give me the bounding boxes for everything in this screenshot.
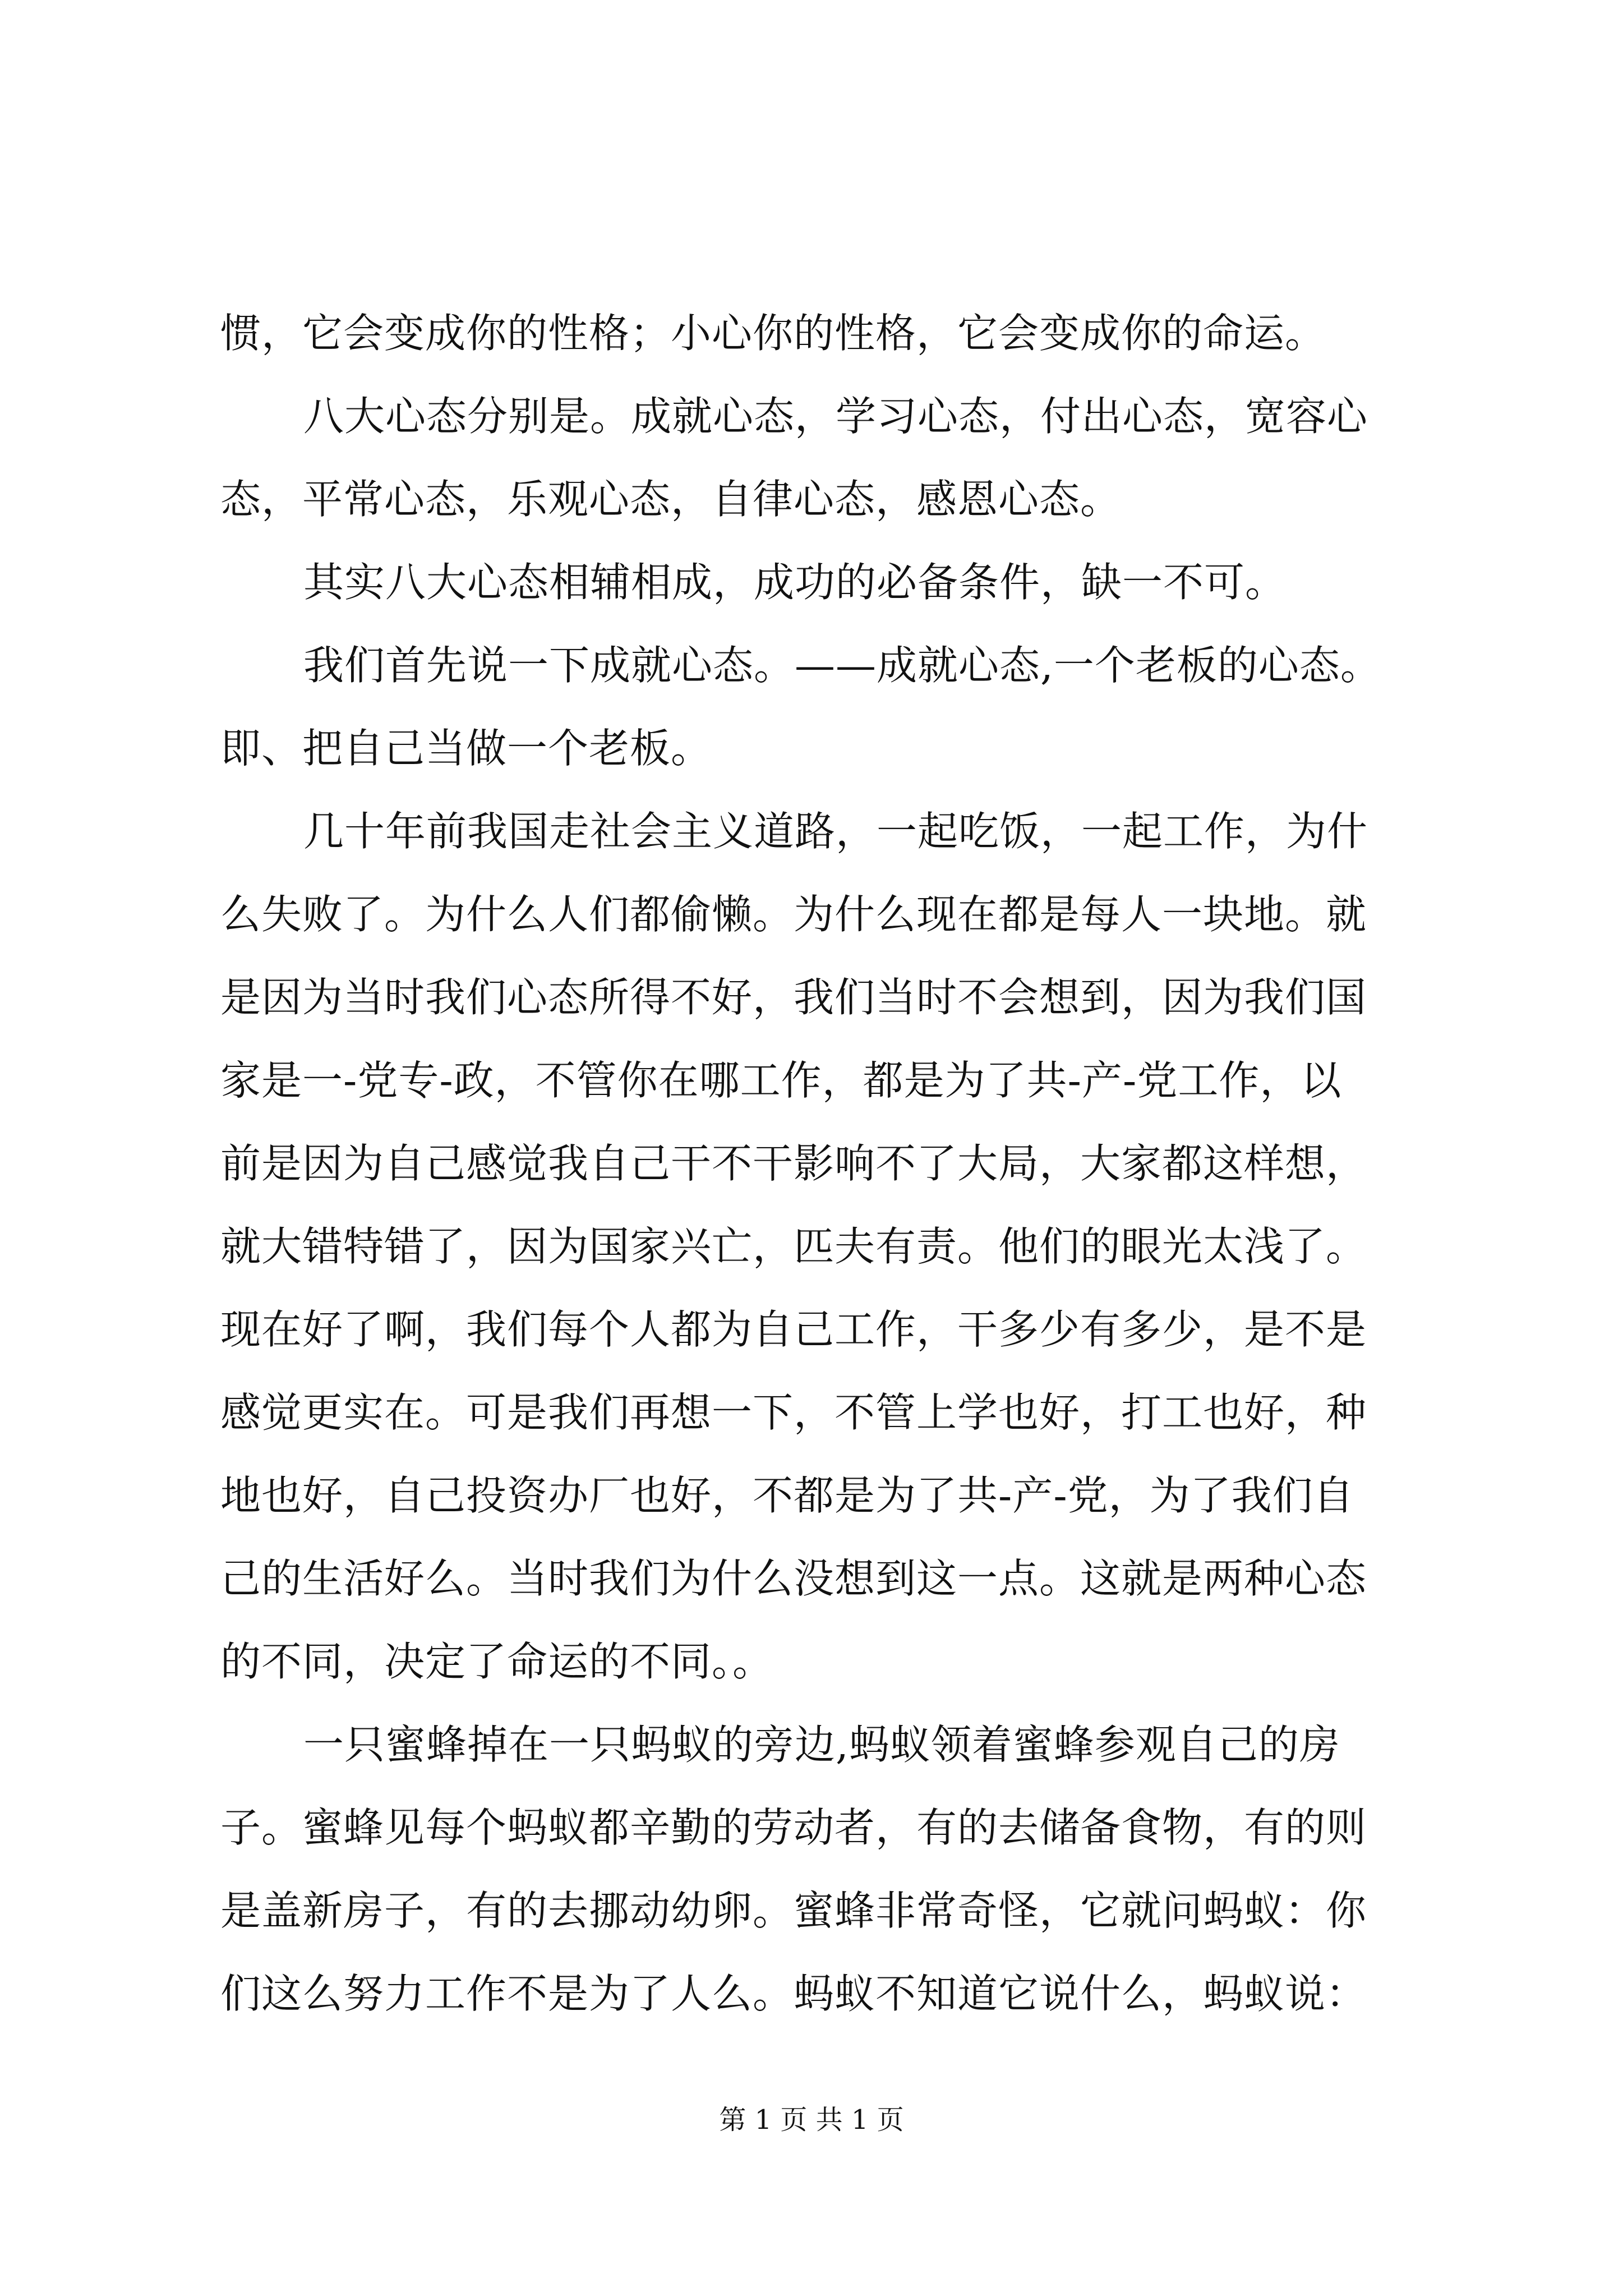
text-line: 态，平常心态，乐观心态，自律心态，感恩心态。 xyxy=(220,476,1122,523)
text-line: 我们首先说一下成就心态。——成就心态,一个老板的心态。 xyxy=(303,642,1381,689)
text-line: 家是一-党专-政，不管你在哪工作，都是为了共-产-党工作，以 xyxy=(220,1057,1342,1104)
text-line: 地也好，自己投资办厂也好，不都是为了共-产-党，为了我们自 xyxy=(220,1472,1354,1519)
text-line: 是因为当时我们心态所得不好，我们当时不会想到，因为我们国 xyxy=(220,974,1367,1021)
text-line: 其实八大心态相辅相成，成功的必备条件，缺一不可。 xyxy=(303,559,1287,606)
text-line: 现在好了啊，我们每个人都为自己工作，干多少有多少，是不是 xyxy=(220,1306,1367,1353)
page-footer xyxy=(0,2098,1623,2137)
text-line: 的不同，决定了命运的不同。。 xyxy=(220,1638,774,1685)
text-line: 一只蜜蜂掉在一只蚂蚁的旁边,蚂蚁领着蜜蜂参观自己的房 xyxy=(303,1721,1340,1768)
body-text xyxy=(220,292,1415,2035)
text-line: 们这么努力工作不是为了人么。蚂蚁不知道它说什么，蚂蚁说： xyxy=(220,1970,1367,2017)
text-line: 是盖新房子，有的去挪动幼卵。蜜蜂非常奇怪，它就问蚂蚁：你 xyxy=(220,1887,1367,1934)
text-line: 己的生活好么。当时我们为什么没想到这一点。这就是两种心态 xyxy=(220,1555,1367,1602)
text-line: 即、把自己当做一个老板。 xyxy=(220,725,712,772)
page-number-label: 第 1 页 共 1 页 xyxy=(719,2104,904,2136)
text-line: 几十年前我国走社会主义道路，一起吃饭，一起工作，为什 xyxy=(303,808,1368,855)
text-line: 惯，它会变成你的性格；小心你的性格，它会变成你的命运。 xyxy=(220,310,1326,357)
text-line: 八大心态分别是。成就心态，学习心态，付出心态，宽容心 xyxy=(303,393,1368,440)
text-line: 就大错特错了，因为国家兴亡，匹夫有责。他们的眼光太浅了。 xyxy=(220,1223,1367,1270)
text-line: 么失败了。为什么人们都偷懒。为什么现在都是每人一块地。就 xyxy=(220,891,1367,938)
text-line: 感觉更实在。可是我们再想一下，不管上学也好，打工也好，种 xyxy=(220,1389,1367,1436)
text-line: 子。蜜蜂见每个蚂蚁都辛勤的劳动者，有的去储备食物，有的则 xyxy=(220,1804,1367,1851)
text-line: 前是因为自己感觉我自己干不干影响不了大局，大家都这样想， xyxy=(220,1140,1367,1187)
